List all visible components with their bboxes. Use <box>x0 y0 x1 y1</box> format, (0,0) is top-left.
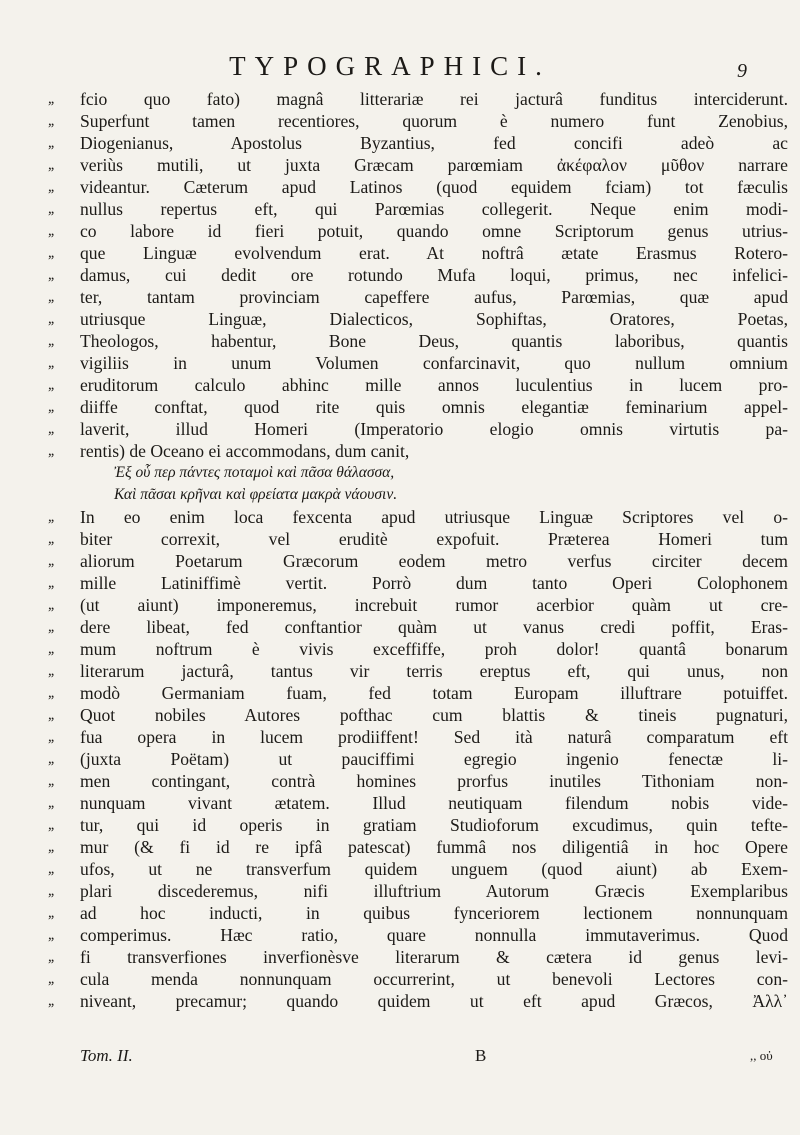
text-line: ,, aliorum Poetarum Græcorum eodem metro verfus circiter decem <box>48 551 788 571</box>
quote-mark: ,, <box>48 883 54 899</box>
text-line: ,, nullus repertus eft, qui Parœmias collegerit. Neque enim modi- <box>48 199 788 219</box>
quote-mark: ,, <box>48 201 54 217</box>
body-text <box>48 88 788 1012</box>
quote-mark: ,, <box>48 993 54 1009</box>
quote-mark: ,, <box>48 377 54 393</box>
running-header <box>120 46 660 86</box>
quote-mark: ,, <box>48 289 54 305</box>
page-number: 9 <box>737 60 747 82</box>
text-line: ,, rentis) de Oceano ei accommodans, dum canit, <box>48 441 410 461</box>
quote-mark: ,, <box>48 839 54 855</box>
text-line: ,, co labore id fieri potuit, quando omne Scriptorum genus utrius- <box>48 221 788 241</box>
text-line: ,, mum noftrum è vivis exceffiffe, proh dolor! quantâ bonarum <box>48 639 788 659</box>
quote-mark: ,, <box>48 135 54 151</box>
text-line: ,, men contingant, contrà homines prorfus inutiles Tithoniam non- <box>48 771 788 791</box>
running-title: TYPOGRAPHICI. <box>229 51 551 81</box>
quote-mark: ,, <box>48 333 54 349</box>
quote-mark: ,, <box>48 311 54 327</box>
text-line: ,, Theologos, habentur, Bone Deus, quantis laboribus, quantis <box>48 331 788 351</box>
quote-mark: ,, <box>48 91 54 107</box>
text-line: ,, biter correxit, vel eruditè expofuit. Præterea Homeri tum <box>48 529 788 549</box>
quote-mark: ,, <box>48 267 54 283</box>
text-line: ,, tur, qui id operis in gratiam Studioforum excudimus, quin tefte- <box>48 815 788 835</box>
text-line: ,, (ut aiunt) imponeremus, increbuit rumor acerbior quàm ut cre- <box>48 595 788 615</box>
quote-mark: ,, <box>48 927 54 943</box>
page-footer <box>48 1044 788 1068</box>
text-line: ,, que Linguæ evolvendum erat. At noftrâ ætate Erasmus Rotero- <box>48 243 788 263</box>
text-line: ,, damus, cui dedit ore rotundo Mufa loqui, primus, nec infelici- <box>48 265 788 285</box>
quote-mark: ,, <box>48 795 54 811</box>
quote-mark: ,, <box>48 817 54 833</box>
quote-mark: ,, <box>48 597 54 613</box>
text-line: ,, fua opera in lucem prodiiffent! Sed ità naturâ comparatum eft <box>48 727 788 747</box>
quote-mark: ,, <box>48 553 54 569</box>
text-line: ,, In eo enim loca fexcenta apud utriusque Linguæ Scriptores vel o- <box>48 507 788 527</box>
text-line: ,, Superfunt tamen recentiores, quorum è numero funt Zenobius, <box>48 111 788 131</box>
quote-mark: ,, <box>48 861 54 877</box>
quote-mark: ,, <box>48 531 54 547</box>
quote-mark: ,, <box>48 575 54 591</box>
quote-mark: ,, <box>48 773 54 789</box>
text-line: ,, cula menda nonnunquam occurrerint, ut benevoli Lectores con- <box>48 969 788 989</box>
text-line: ,, fi transverfiones inverfionèsve literarum & cætera id genus levi- <box>48 947 788 967</box>
text-line: ,, diiffe conftat, quod rite quis omnis elegantiæ feminarium appel- <box>48 397 788 417</box>
quote-mark: ,, <box>48 729 54 745</box>
greek-verse-line: Ἐξ οὗ περ πάντες ποταμοὶ καὶ πᾶσα θάλασσα, <box>114 464 395 481</box>
quote-mark: ,, <box>48 223 54 239</box>
text-line: ,, ad hoc inducti, in quibus fynceriorem lectionem nonnunquam <box>48 903 788 923</box>
text-line: ,, veriùs mutili, ut juxta Græcam parœmiam ἀκέφαλον μῦθον narrare <box>48 155 788 175</box>
quote-mark: ,, <box>48 971 54 987</box>
quote-mark: ,, <box>48 421 54 437</box>
quote-mark: ,, <box>48 707 54 723</box>
quote-mark: ,, <box>48 245 54 261</box>
text-line: ,, laverit, illud Homeri (Imperatorio elogio omnis virtutis pa- <box>48 419 788 439</box>
text-line: ,, mur (& fi id re ipfâ patescat) fummâ nos diligentiâ in hoc Opere <box>48 837 788 857</box>
text-line: ,, literarum jacturâ, tantus vir terris ereptus eft, qui unus, non <box>48 661 788 681</box>
text-line: ,, niveant, precamur; quando quidem ut eft apud Græcos, Ἀλλ᾽ <box>48 991 788 1011</box>
quote-mark: ,, <box>48 113 54 129</box>
quote-mark: ,, <box>48 949 54 965</box>
quote-mark: ,, <box>48 641 54 657</box>
quote-mark: ,, <box>48 179 54 195</box>
text-line: ,, ter, tantam provinciam capeffere aufus, Parœmias, quæ apud <box>48 287 788 307</box>
quote-mark: ,, <box>48 443 54 459</box>
text-line: ,, mille Latiniffimè vertit. Porrò dum tanto Operi Colophonem <box>48 573 788 593</box>
text-line: ,, fcio quo fato) magnâ litterariæ rei jacturâ funditus interciderunt. <box>48 89 788 109</box>
text-line: ,, utriusque Linguæ, Dialecticos, Sophiftas, Oratores, Poetas, <box>48 309 788 329</box>
text-line: ,, (juxta Poëtam) ut pauciffimi egregio ingenio fenectæ li- <box>48 749 788 769</box>
text-line: ,, dere libeat, fed conftantior quàm ut vanus credi poffit, Eras- <box>48 617 788 637</box>
quote-mark: ,, <box>48 509 54 525</box>
catchword: ,, οὐ <box>750 1048 773 1063</box>
text-line: ,, modò Germaniam fuam, fed totam Europam illuftrare potuiffet. <box>48 683 788 703</box>
text-line: ,, vigiliis in unum Volumen confarcinavit, quo nullum omnium <box>48 353 788 373</box>
quote-mark: ,, <box>48 751 54 767</box>
volume-label: Tom. II. <box>80 1046 133 1065</box>
quote-mark: ,, <box>48 619 54 635</box>
text-line: ,, plari discederemus, nifi illuftrium Autorum Græcis Exemplaribus <box>48 881 788 901</box>
quote-mark: ,, <box>48 355 54 371</box>
greek-verse-line: Καὶ πᾶσαι κρῆναι καὶ φρείατα μακρὰ νάουσιν. <box>114 486 398 503</box>
quote-mark: ,, <box>48 663 54 679</box>
text-line: ,, Diogenianus, Apostolus Byzantius, fed concifi adeò ac <box>48 133 788 153</box>
text-line: ,, ufos, ut ne transverfum quidem unguem (quod aiunt) ab Exem- <box>48 859 788 879</box>
quote-mark: ,, <box>48 905 54 921</box>
signature-mark: B <box>475 1046 487 1065</box>
quote-mark: ,, <box>48 399 54 415</box>
quote-mark: ,, <box>48 685 54 701</box>
text-line: ,, comperimus. Hæc ratio, quare nonnulla immutaverimus. Quod <box>48 925 788 945</box>
text-line: ,, videantur. Cæterum apud Latinos (quod equidem fciam) tot fæculis <box>48 177 788 197</box>
text-line: ,, Quot nobiles Autores pofthac cum blattis & tineis pugnaturi, <box>48 705 788 725</box>
text-line: ,, nunquam vivant ætatem. Illud neutiquam filendum nobis vide- <box>48 793 788 813</box>
quote-mark: ,, <box>48 157 54 173</box>
text-line: ,, eruditorum calculo abhinc mille annos luculentius in lucem pro- <box>48 375 788 395</box>
